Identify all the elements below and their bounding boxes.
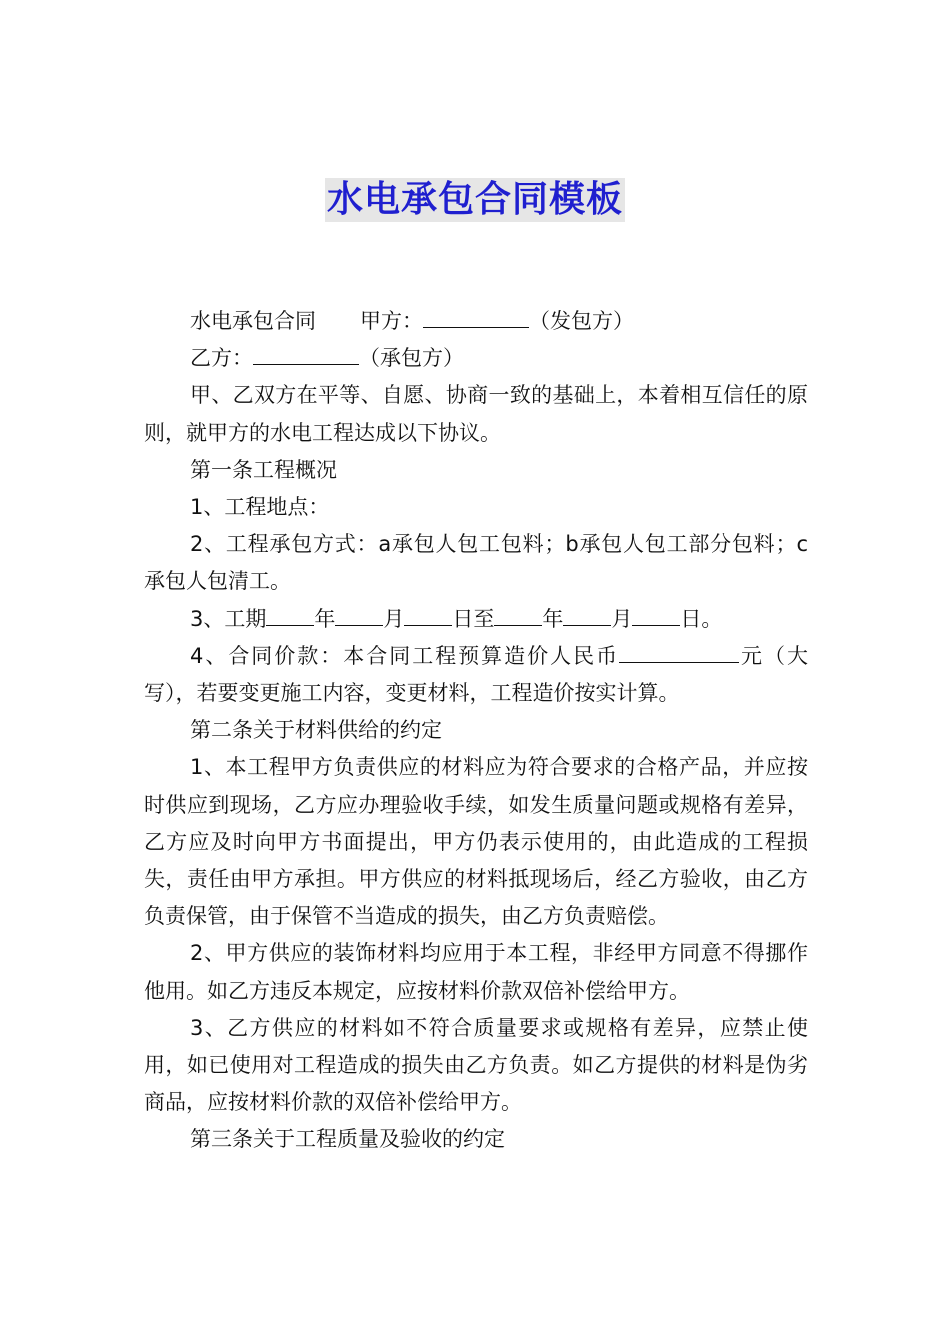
title-container: [0, 178, 950, 222]
price-suffix: 元（大写），若要变更施工内容，变更材料，工程造价按实计算。: [144, 643, 809, 706]
start-year-blank: [266, 603, 314, 626]
article-2-item-1: 1、本工程甲方负责供应的材料应为符合要求的合格产品，并应按时供应到现场，乙方应办理验收手续，如发生质量问题或规格有差异，乙方应及时向甲方书面提出，甲方仍表示使用的，由此造成的工程损失，责任由甲方承担。甲方供应的材料抵现场后，经乙方验收，由乙方负责保管，由于保管不当造成的损失，由乙方负责赔偿。: [144, 755, 808, 929]
day-end-label: 日。: [680, 606, 723, 631]
document-body: [144, 303, 808, 1159]
price-blank: [619, 640, 739, 663]
contract-name: 水电承包合同: [190, 309, 316, 333]
article-1-item-2: 2、工程承包方式：a承包人包工包料；b承包人包工部分包料；c承包人包清工。: [144, 532, 808, 594]
year-label-2: 年: [542, 606, 564, 631]
party-b-blank: [253, 342, 359, 365]
party-a-label: 甲方：: [360, 309, 423, 333]
party-b-role: （承包方）: [359, 346, 464, 371]
day-to-label: 日至: [452, 606, 495, 631]
document-title: 水电承包合同模板: [326, 179, 623, 220]
article-2-item-3: 3、乙方供应的材料如不符合质量要求或规格有差异，应禁止使用，如已使用对工程造成的损失由乙方负责。如乙方提供的材料是伪劣商品，应按材料价款的双倍补偿给甲方。: [144, 1015, 808, 1115]
article-1-item-1: 1、工程地点：: [190, 495, 330, 520]
article-1-item-4: [144, 638, 808, 712]
header-line-party-a: [144, 303, 808, 340]
end-day-blank: [632, 603, 680, 626]
party-a-role: （发包方）: [529, 309, 634, 333]
article-2-item-2: 2、甲方供应的装饰材料均应用于本工程，非经甲方同意不得挪作他用。如乙方违反本规定，应按材料价款双倍补偿给甲方。: [144, 941, 808, 1003]
party-b-label: 乙方：: [190, 346, 253, 371]
year-label: 年: [314, 606, 336, 631]
article-3-title: 第三条关于工程质量及验收的约定: [190, 1127, 505, 1152]
month-label: 月: [383, 606, 405, 631]
article-1-title: 第一条工程概况: [190, 457, 337, 482]
end-year-blank: [494, 603, 542, 626]
header-line-party-b: [144, 340, 808, 377]
article-2-title: 第二条关于材料供给的约定: [190, 718, 442, 743]
article-1-item-3: [144, 601, 808, 638]
start-day-blank: [404, 603, 452, 626]
period-prefix: 3、工期: [190, 606, 267, 631]
price-prefix: 4、合同价款：本合同工程预算造价人民币: [190, 643, 620, 668]
month-label-2: 月: [611, 606, 633, 631]
start-month-blank: [335, 603, 383, 626]
party-a-blank: [423, 305, 529, 328]
intro-paragraph: 甲、乙双方在平等、自愿、协商一致的基础上，本着相互信任的原则，就甲方的水电工程达成以下协议。: [144, 383, 808, 445]
end-month-blank: [563, 603, 611, 626]
